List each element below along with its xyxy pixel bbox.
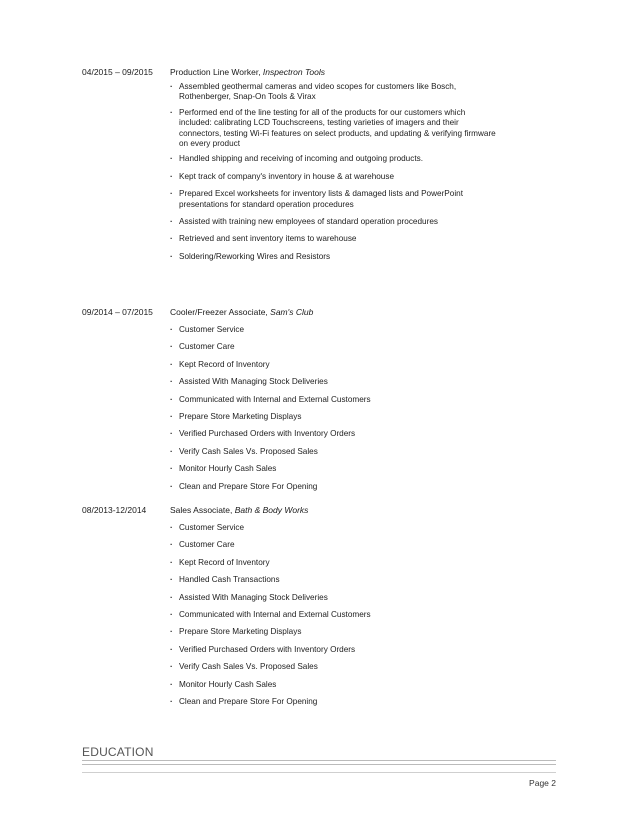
job-bullets [170,523,500,707]
job-header [82,67,562,78]
bullet-item: · Clean and Prepare Store For Opening [170,697,500,707]
job-entry [82,307,562,491]
bullet-item: · Verified Purchased Orders with Inventory Orders [170,429,500,439]
page-number: Page 2 [529,778,556,788]
job-dates: 08/2013-12/2014 [82,505,147,515]
job-title [170,67,325,78]
bullet-item: · Soldering/Reworking Wires and Resistors [170,252,500,262]
section-heading-education: EDUCATION [82,745,154,759]
bullet-item: · Assisted With Managing Stock Deliveries [170,377,500,387]
job-title-text: Cooler/Freezer Associate, [170,307,271,317]
job-entry [82,505,562,707]
bullet-item: · Assisted With Managing Stock Deliveries [170,593,500,603]
job-title-text: Production Line Worker, [170,67,263,77]
job-company: Inspectron Tools [262,67,325,77]
bullet-item: · Verify Cash Sales Vs. Proposed Sales [170,662,500,672]
bullet-item: · Assisted with training new employees of standard operation procedures [170,217,500,227]
section-divider [82,760,556,765]
bullet-item: · Kept Record of Inventory [170,360,500,370]
job-title [170,505,308,516]
bullet-item: · Communicated with Internal and External Customers [170,610,500,620]
bullet-item: · Customer Care [170,342,500,352]
bullet-item: · Retrieved and sent inventory items to warehouse [170,234,500,244]
bullet-item: · Customer Care [170,540,500,550]
job-company: Sam's Club [270,307,314,317]
bullet-item: · Customer Service [170,523,500,533]
bullet-item: · Monitor Hourly Cash Sales [170,464,500,474]
job-company: Bath & Body Works [234,505,309,515]
bullet-item: · Kept track of company's inventory in house & at warehouse [170,172,500,182]
job-bullets [170,82,500,262]
bullet-item: · Performed end of the line testing for all of the products for our customers which included: calibrating LCD Touchscreens, testing varieties of imagers and their connectors, testing Wi-Fi features on select products, and updating & verifying firmware on every product [170,108,500,150]
bullet-item: · Kept Record of Inventory [170,558,500,568]
bullet-item: · Prepare Store Marketing Displays [170,627,500,637]
bullet-item: · Handled Cash Transactions [170,575,500,585]
bullet-item: · Verify Cash Sales Vs. Proposed Sales [170,447,500,457]
bullet-item: · Verified Purchased Orders with Inventory Orders [170,645,500,655]
bullet-item: · Monitor Hourly Cash Sales [170,680,500,690]
bullet-item: · Clean and Prepare Store For Opening [170,482,500,492]
job-title-text: Sales Associate, [170,505,235,515]
bullet-item: · Customer Service [170,325,500,335]
bullet-item: · Handled shipping and receiving of incoming and outgoing products. [170,154,500,164]
job-dates: 04/2015 – 09/2015 [82,67,153,77]
bullet-item: · Communicated with Internal and External Customers [170,395,500,405]
bullet-item: · Prepare Store Marketing Displays [170,412,500,422]
footer-divider [82,772,556,773]
job-bullets [170,325,500,492]
job-header [82,307,562,318]
job-title [170,307,313,318]
job-dates: 09/2014 – 07/2015 [82,307,153,317]
job-entry [82,67,562,261]
job-header [82,505,562,516]
bullet-item: · Prepared Excel worksheets for inventory lists & damaged lists and PowerPoint presentations for standard operation procedures [170,189,500,210]
bullet-item: · Assembled geothermal cameras and video scopes for customers like Bosch, Rothenberger, Snap-On Tools & Virax [170,82,500,103]
